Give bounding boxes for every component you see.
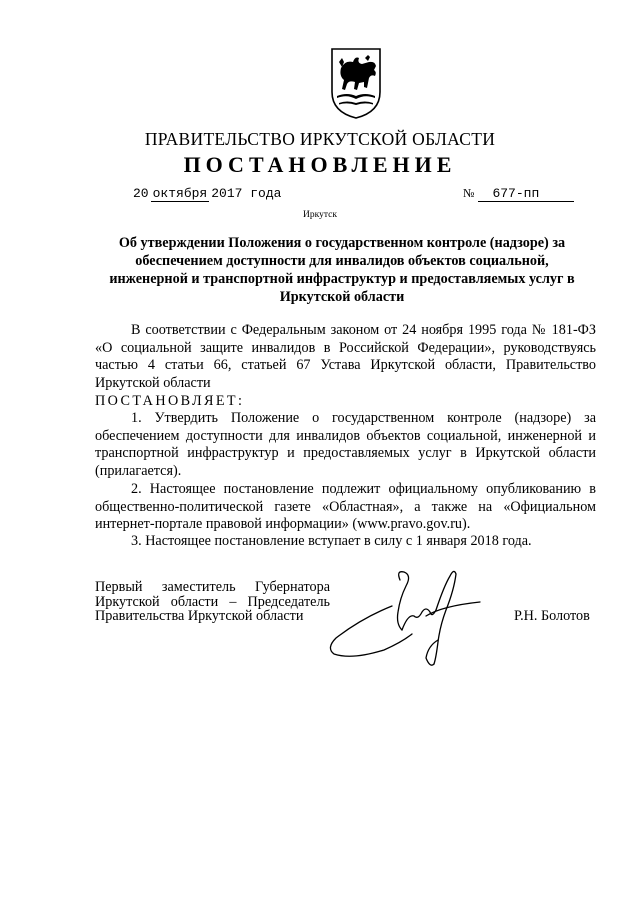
- decree-item-text: 3. Настоящее постановление вступает в силу с 1 января 2018 года.: [131, 533, 532, 549]
- date-day: 20: [133, 186, 149, 201]
- decree-keyword: ПОСТАНОВЛЯЕТ:: [95, 393, 245, 409]
- signatory-position: [95, 580, 330, 624]
- handwritten-signature-icon: [322, 566, 502, 670]
- preamble-paragraph: [95, 322, 596, 392]
- decree-item-text: 1. Утвердить Положение о государственном контроле (надзоре) за обеспечением доступности для инвалидов объектов социальной, инженерной и транспортной инфраструктур и предоставляемых услуг в Иркутской области (прилагается).: [95, 410, 596, 479]
- document-number: [463, 186, 574, 202]
- date-year: 2017: [211, 186, 243, 201]
- signatory-name: Р.Н. Болотов: [514, 608, 590, 624]
- coat-of-arms-icon: [329, 46, 383, 120]
- date-suffix: года: [250, 186, 282, 201]
- position-line: Иркутской области – Председатель: [95, 593, 330, 610]
- document-date: [133, 186, 281, 202]
- number-sign: №: [463, 186, 475, 200]
- preamble-text: В соответствии с Федеральным законом от 24 ноября 1995 года № 181-ФЗ «О социальной защите инвалидов в Российской Федерации», руководствуясь частью 4 статьи 66, статьей 67 Устава Иркутской области, Правительство Иркутской области: [95, 322, 596, 391]
- decree-item-2: [95, 481, 596, 534]
- decree-item-text: 2. Настоящее постановление подлежит официальному опубликованию в общественно-политической газете «Областная», а также на «Официальном интернет-портале правовой информации» (www.pravo.gov.ru).: [95, 481, 596, 533]
- position-line: Первый заместитель Губернатора: [95, 579, 330, 595]
- date-month: октября: [152, 186, 208, 201]
- decree-item-3: [95, 533, 596, 551]
- decree-item-1: [95, 410, 596, 480]
- position-line: Правительства Иркутской области: [95, 608, 304, 625]
- resolution-title: Об утверждении Положения о государственном контроле (надзоре) за обеспечением доступности для инвалидов объектов социальной, инженерной и транспортной инфраструктур и предоставляемых услуг в Иркутской области: [109, 235, 575, 305]
- number-value: 677-пп: [478, 186, 574, 202]
- document-type-heading: ПОСТАНОВЛЕНИЕ: [183, 152, 457, 177]
- government-name: ПРАВИТЕЛЬСТВО ИРКУТСКОЙ ОБЛАСТИ: [144, 129, 496, 149]
- city-name: Иркутск: [303, 210, 337, 220]
